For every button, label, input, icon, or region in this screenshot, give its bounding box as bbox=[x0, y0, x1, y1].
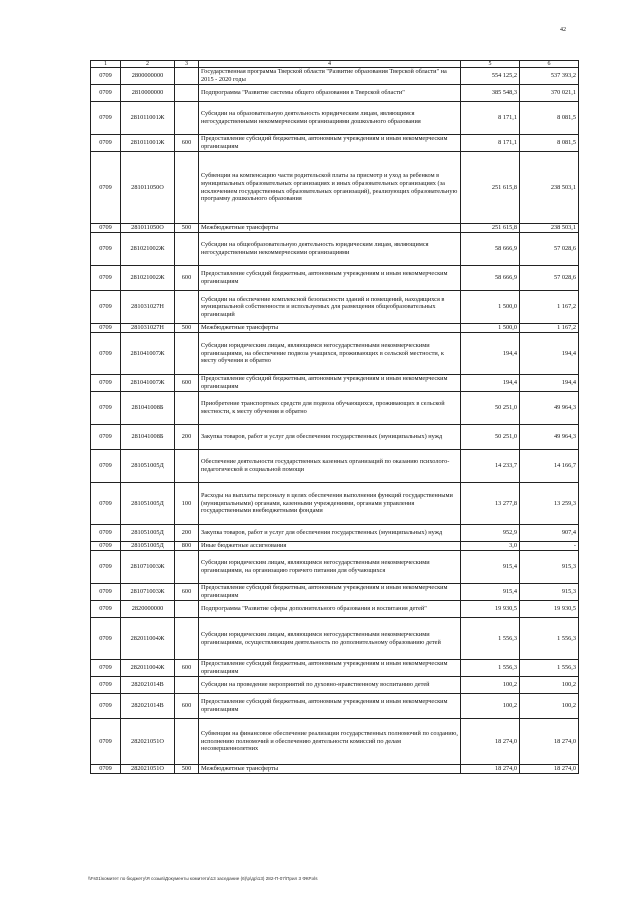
table-row bbox=[91, 266, 579, 291]
name-cell: Предоставление субсидий бюджетным, автономным учреждениям и иным некоммерческим организациям bbox=[199, 694, 461, 719]
table-row bbox=[91, 333, 579, 375]
code-cell: 0709 bbox=[91, 677, 121, 694]
value-executed-cell: 537 393,2 bbox=[520, 68, 579, 85]
csr-cell: 282021014В bbox=[121, 694, 175, 719]
value-executed-cell: 49 964,3 bbox=[520, 425, 579, 450]
csr-cell: 281011001Ж bbox=[121, 102, 175, 135]
csr-cell: 281041008Б bbox=[121, 425, 175, 450]
budget-table-body bbox=[91, 61, 579, 774]
name-cell: Межбюджетные трансферты bbox=[199, 765, 461, 774]
name-cell: Расходы на выплаты персоналу в целях обеспечения выполнения функций государственными (муниципальными) органами, казенными учреждениями, органами управления государственными внебюджетными фондами bbox=[199, 483, 461, 525]
vr-cell: 600 bbox=[175, 660, 199, 677]
value-2019-cell: 915,4 bbox=[461, 584, 520, 601]
value-2019-cell: 1 556,3 bbox=[461, 660, 520, 677]
table-row bbox=[91, 525, 579, 542]
name-cell: Закупка товаров, работ и услуг для обеспечения государственных (муниципальных) нужд bbox=[199, 425, 461, 450]
value-executed-cell: 1 556,3 bbox=[520, 660, 579, 677]
csr-cell: 281021002Ж bbox=[121, 266, 175, 291]
name-cell: Предоставление субсидий бюджетным, автономным учреждениям и иным некоммерческим организациям bbox=[199, 375, 461, 392]
name-cell: Предоставление субсидий бюджетным, автономным учреждениям и иным некоммерческим организациям bbox=[199, 135, 461, 152]
value-2019-cell: 18 274,0 bbox=[461, 719, 520, 765]
name-cell: Государственная программа Тверской области "Развитие образования Тверской области" на 2015 - 2020 годы bbox=[199, 68, 461, 85]
vr-cell bbox=[175, 392, 199, 425]
code-cell: 0709 bbox=[91, 551, 121, 584]
code-cell: 0709 bbox=[91, 152, 121, 224]
vr-cell: 600 bbox=[175, 266, 199, 291]
value-executed-cell: 1 167,2 bbox=[520, 324, 579, 333]
value-2019-cell: 1 556,3 bbox=[461, 618, 520, 660]
code-cell: 0709 bbox=[91, 584, 121, 601]
vr-cell: 600 bbox=[175, 694, 199, 719]
table-row bbox=[91, 233, 579, 266]
header-cell: 3 bbox=[175, 61, 199, 68]
vr-cell bbox=[175, 601, 199, 618]
value-executed-cell: 19 930,5 bbox=[520, 601, 579, 618]
name-cell: Субсидии на образовательную деятельность юридическим лицам, являющимся негосударственными некоммерческими организациями дошкольного образования bbox=[199, 102, 461, 135]
vr-cell bbox=[175, 450, 199, 483]
value-executed-cell: 194,4 bbox=[520, 375, 579, 392]
header-cell: 4 bbox=[199, 61, 461, 68]
value-2019-cell: 14 233,7 bbox=[461, 450, 520, 483]
value-executed-cell: 907,4 bbox=[520, 525, 579, 542]
csr-cell: 2800000000 bbox=[121, 68, 175, 85]
csr-cell: 282021014В bbox=[121, 677, 175, 694]
value-2019-cell: 915,4 bbox=[461, 551, 520, 584]
table-row bbox=[91, 135, 579, 152]
name-cell: Субвенции на компенсацию части родительской платы за присмотр и уход за ребенком в муниципальных образовательных организациях и иных образовательных организациях (за исключением государственных образовательных организаций), реализующих образовательную программу дошкольного образования bbox=[199, 152, 461, 224]
csr-cell: 281031027Н bbox=[121, 324, 175, 333]
value-2019-cell: 50 251,0 bbox=[461, 392, 520, 425]
name-cell: Субсидии юридическим лицам, являющимся негосударственными некоммерческими организациями, на организацию горячего питания для обучающихся bbox=[199, 551, 461, 584]
value-2019-cell: 194,4 bbox=[461, 333, 520, 375]
value-2019-cell: 8 171,1 bbox=[461, 135, 520, 152]
header-cell: 2 bbox=[121, 61, 175, 68]
code-cell: 0709 bbox=[91, 392, 121, 425]
value-executed-cell: 57 028,6 bbox=[520, 266, 579, 291]
name-cell: Предоставление субсидий бюджетным, автономным учреждениям и иным некоммерческим организациям bbox=[199, 266, 461, 291]
vr-cell bbox=[175, 68, 199, 85]
vr-cell: 500 bbox=[175, 324, 199, 333]
csr-cell: 281031027Н bbox=[121, 291, 175, 324]
value-2019-cell: 58 666,9 bbox=[461, 266, 520, 291]
value-2019-cell: 251 615,8 bbox=[461, 224, 520, 233]
table-row bbox=[91, 584, 579, 601]
value-executed-cell: 8 081,5 bbox=[520, 102, 579, 135]
vr-cell bbox=[175, 291, 199, 324]
csr-cell: 281051005Д bbox=[121, 450, 175, 483]
table-row bbox=[91, 152, 579, 224]
vr-cell: 500 bbox=[175, 765, 199, 774]
value-executed-cell: - bbox=[520, 542, 579, 551]
value-2019-cell: 100,2 bbox=[461, 694, 520, 719]
code-cell: 0709 bbox=[91, 85, 121, 102]
page-number: 42 bbox=[560, 27, 566, 33]
value-2019-cell: 251 615,8 bbox=[461, 152, 520, 224]
csr-cell: 2810000000 bbox=[121, 85, 175, 102]
value-2019-cell: 385 548,3 bbox=[461, 85, 520, 102]
value-executed-cell: 8 081,5 bbox=[520, 135, 579, 152]
name-cell: Субсидии юридическим лицам, являющимся негосударственными некоммерческими организациями, на обеспечение подвоза учащихся, проживающих в сельской местности, к месту обучения и обратно bbox=[199, 333, 461, 375]
value-2019-cell: 8 171,1 bbox=[461, 102, 520, 135]
csr-cell: 281051005Д bbox=[121, 483, 175, 525]
csr-cell: 281071003Ж bbox=[121, 584, 175, 601]
csr-cell: 282011004Ж bbox=[121, 618, 175, 660]
code-cell: 0709 bbox=[91, 660, 121, 677]
table-row bbox=[91, 618, 579, 660]
table-row bbox=[91, 551, 579, 584]
name-cell: Иные бюджетные ассигнования bbox=[199, 542, 461, 551]
value-2019-cell: 554 125,2 bbox=[461, 68, 520, 85]
csr-cell: 281011050О bbox=[121, 224, 175, 233]
code-cell: 0709 bbox=[91, 601, 121, 618]
table-row bbox=[91, 375, 579, 392]
code-cell: 0709 bbox=[91, 68, 121, 85]
csr-cell: 281071003Ж bbox=[121, 551, 175, 584]
code-cell: 0709 bbox=[91, 425, 121, 450]
value-2019-cell: 19 930,5 bbox=[461, 601, 520, 618]
csr-cell: 281051005Д bbox=[121, 525, 175, 542]
name-cell: Подпрограмма "Развитие системы общего образования в Тверской области" bbox=[199, 85, 461, 102]
vr-cell bbox=[175, 333, 199, 375]
value-2019-cell: 3,0 bbox=[461, 542, 520, 551]
code-cell: 0709 bbox=[91, 324, 121, 333]
table-row bbox=[91, 542, 579, 551]
vr-cell: 100 bbox=[175, 483, 199, 525]
csr-cell: 282021051О bbox=[121, 765, 175, 774]
name-cell: Приобретение транспортных средств для подвоза обучающихся, проживающих в сельской местности, к месту обучения и обратно bbox=[199, 392, 461, 425]
vr-cell: 600 bbox=[175, 375, 199, 392]
table-row bbox=[91, 450, 579, 483]
value-2019-cell: 1 500,0 bbox=[461, 291, 520, 324]
value-executed-cell: 915,3 bbox=[520, 584, 579, 601]
code-cell: 0709 bbox=[91, 375, 121, 392]
name-cell: Субсидии на общеобразовательную деятельность юридическим лицам, являющимся негосударственными некоммерческими организациями bbox=[199, 233, 461, 266]
value-executed-cell: 1 167,2 bbox=[520, 291, 579, 324]
csr-cell: 281041007Ж bbox=[121, 375, 175, 392]
code-cell: 0709 bbox=[91, 694, 121, 719]
value-executed-cell: 49 964,3 bbox=[520, 392, 579, 425]
table-row bbox=[91, 425, 579, 450]
csr-cell: 282011004Ж bbox=[121, 660, 175, 677]
csr-cell: 281051005Д bbox=[121, 542, 175, 551]
table-row bbox=[91, 392, 579, 425]
value-executed-cell: 100,2 bbox=[520, 677, 579, 694]
code-cell: 0709 bbox=[91, 525, 121, 542]
code-cell: 0709 bbox=[91, 233, 121, 266]
value-executed-cell: 915,3 bbox=[520, 551, 579, 584]
value-2019-cell: 1 500,0 bbox=[461, 324, 520, 333]
value-executed-cell: 194,4 bbox=[520, 333, 579, 375]
code-cell: 0709 bbox=[91, 135, 121, 152]
code-cell: 0709 bbox=[91, 266, 121, 291]
name-cell: Межбюджетные трансферты bbox=[199, 324, 461, 333]
table-row bbox=[91, 68, 579, 85]
budget-table bbox=[90, 60, 579, 774]
name-cell: Межбюджетные трансферты bbox=[199, 224, 461, 233]
code-cell: 0709 bbox=[91, 102, 121, 135]
vr-cell bbox=[175, 719, 199, 765]
value-2019-cell: 13 277,8 bbox=[461, 483, 520, 525]
name-cell: Предоставление субсидий бюджетным, автономным учреждениям и иным некоммерческим организациям bbox=[199, 584, 461, 601]
vr-cell bbox=[175, 618, 199, 660]
vr-cell bbox=[175, 102, 199, 135]
table-row bbox=[91, 677, 579, 694]
vr-cell: 600 bbox=[175, 135, 199, 152]
vr-cell: 600 bbox=[175, 584, 199, 601]
value-2019-cell: 952,9 bbox=[461, 525, 520, 542]
code-cell: 0709 bbox=[91, 291, 121, 324]
file-path-footer: \\Fs01\комитет по бюджету\Я созыв\Документы комитета\13 заседание (6)\р\др\13) 282-П-07\Прил 3 ФКР.xls bbox=[88, 876, 318, 881]
code-cell: 0709 bbox=[91, 450, 121, 483]
vr-cell bbox=[175, 551, 199, 584]
csr-cell: 281041007Ж bbox=[121, 333, 175, 375]
value-executed-cell: 57 028,6 bbox=[520, 233, 579, 266]
table-row bbox=[91, 85, 579, 102]
value-executed-cell: 14 166,7 bbox=[520, 450, 579, 483]
value-executed-cell: 1 556,3 bbox=[520, 618, 579, 660]
vr-cell bbox=[175, 152, 199, 224]
value-2019-cell: 18 274,0 bbox=[461, 765, 520, 774]
name-cell: Закупка товаров, работ и услуг для обеспечения государственных (муниципальных) нужд bbox=[199, 525, 461, 542]
vr-cell bbox=[175, 677, 199, 694]
table-row bbox=[91, 660, 579, 677]
name-cell: Подпрограмма "Развитие сферы дополнительного образования и воспитания детей" bbox=[199, 601, 461, 618]
value-executed-cell: 18 274,0 bbox=[520, 765, 579, 774]
value-2019-cell: 194,4 bbox=[461, 375, 520, 392]
code-cell: 0709 bbox=[91, 224, 121, 233]
value-executed-cell: 13 259,3 bbox=[520, 483, 579, 525]
header-cell: 6 bbox=[520, 61, 579, 68]
value-executed-cell: 238 503,1 bbox=[520, 224, 579, 233]
name-cell: Обеспечение деятельности государственных казенных организаций по оказанию психолого-педагогической и социальной помощи bbox=[199, 450, 461, 483]
code-cell: 0709 bbox=[91, 618, 121, 660]
table-row bbox=[91, 694, 579, 719]
value-2019-cell: 50 251,0 bbox=[461, 425, 520, 450]
name-cell: Субсидии на проведение мероприятий по духовно-нравственному воспитанию детей bbox=[199, 677, 461, 694]
table-row bbox=[91, 483, 579, 525]
name-cell: Предоставление субсидий бюджетным, автономным учреждениям и иным некоммерческим организациям bbox=[199, 660, 461, 677]
value-executed-cell: 18 274,0 bbox=[520, 719, 579, 765]
table-header-row bbox=[91, 61, 579, 68]
value-executed-cell: 370 021,1 bbox=[520, 85, 579, 102]
name-cell: Субвенции на финансовое обеспечение реализации государственных полномочий по созданию, исполнению полномочий и обеспечению деятельности комиссий по делам несовершеннолетних bbox=[199, 719, 461, 765]
table-row bbox=[91, 102, 579, 135]
value-executed-cell: 238 503,1 bbox=[520, 152, 579, 224]
table-row bbox=[91, 224, 579, 233]
table-row bbox=[91, 719, 579, 765]
code-cell: 0709 bbox=[91, 719, 121, 765]
csr-cell: 281011001Ж bbox=[121, 135, 175, 152]
csr-cell: 281021002Ж bbox=[121, 233, 175, 266]
vr-cell bbox=[175, 85, 199, 102]
header-cell: 5 bbox=[461, 61, 520, 68]
value-2019-cell: 58 666,9 bbox=[461, 233, 520, 266]
vr-cell: 200 bbox=[175, 525, 199, 542]
csr-cell: 281011050О bbox=[121, 152, 175, 224]
header-cell: 1 bbox=[91, 61, 121, 68]
table-row bbox=[91, 291, 579, 324]
name-cell: Субсидии юридическим лицам, являющимся негосударственными некоммерческими организациями, осуществляющим деятельность по дополнительному образованию детей bbox=[199, 618, 461, 660]
name-cell: Субсидии на обеспечение комплексной безопасности зданий и помещений, находящихся в муниципальной собственности и используемых для размещения общеобразовательных организаций bbox=[199, 291, 461, 324]
csr-cell: 281041008Б bbox=[121, 392, 175, 425]
code-cell: 0709 bbox=[91, 765, 121, 774]
vr-cell: 200 bbox=[175, 425, 199, 450]
value-2019-cell: 100,2 bbox=[461, 677, 520, 694]
table-row bbox=[91, 324, 579, 333]
value-executed-cell: 100,2 bbox=[520, 694, 579, 719]
table-row bbox=[91, 765, 579, 774]
code-cell: 0709 bbox=[91, 483, 121, 525]
table-row bbox=[91, 601, 579, 618]
vr-cell: 500 bbox=[175, 224, 199, 233]
csr-cell: 282021051О bbox=[121, 719, 175, 765]
code-cell: 0709 bbox=[91, 333, 121, 375]
vr-cell: 800 bbox=[175, 542, 199, 551]
csr-cell: 2820000000 bbox=[121, 601, 175, 618]
code-cell: 0709 bbox=[91, 542, 121, 551]
vr-cell bbox=[175, 233, 199, 266]
